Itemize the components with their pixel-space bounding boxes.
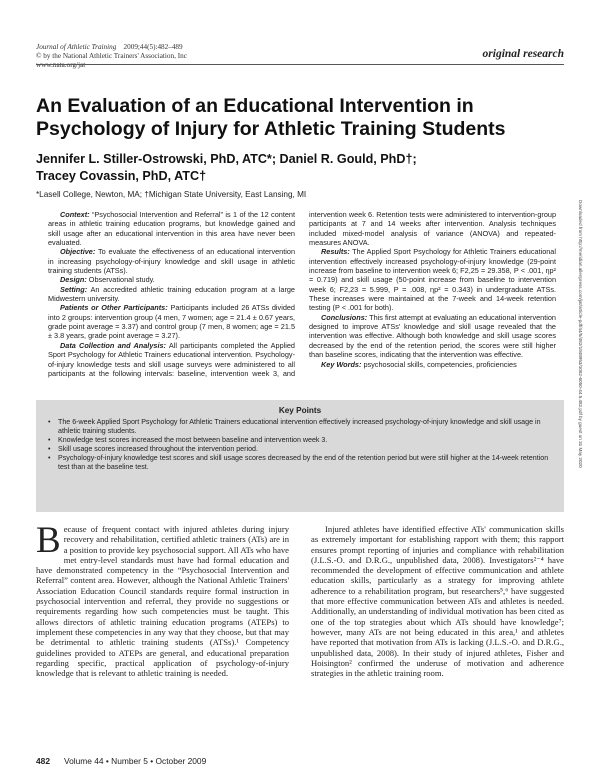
- authors-line-2: Tracey Covassin, PhD, ATC†: [36, 169, 207, 183]
- abstract-results: Results: The Applied Sport Psychology for Athletic Trainers educational intervention effectively increased psychology-of-injury knowledge (29-point increase from baseline to intervention week 6; F2,25 = 29.358, P < .001, ηp² = 0.719) and skill usage (50-point increase from baseline to intervention week 6; F2,23 = 5.999, P = .008, ηp² = 0.343) in undergraduate ATSs. These increases were maintained at the 7-week and 14-week retention testing (P < .001 for both).: [309, 247, 556, 313]
- citation: 2009;44(5):482–489: [123, 43, 183, 51]
- key-point-item: • Psychology-of-injury knowledge test scores and skill usage scores decreased by the end of the retention period but were still higher at the 14-week retention test than at the baseline test.: [48, 454, 552, 472]
- page-number: 482: [36, 756, 50, 766]
- key-points-box: [36, 400, 564, 512]
- article-title: An Evaluation of an Educational Intervention in Psychology of Injury for Athletic Training Students: [36, 95, 506, 140]
- body-paragraph-2: Injured athletes have identified effective ATs' communication skills as extremely important for establishing rapport with them; this rapport ensures prompt reporting of injuries and compliance with rehabilitation (J.L.S.-O. and D.R.G., unpublished data, 2008). Investigators²⁻⁴ have recommended the development of effective communication and athlete education skills, particularly as a strategy for improving athlete adherence to a rehabilitation program, but researchers⁵,⁶ have suggested that more effective communication between ATs and athletes is needed. Additionally, an understanding of individual motivation has been cited as one of the top strategies about which ATs should have knowledge⁷; however, many ATs are not being educated in this area,¹ and athletes have reported that motivation from ATs is lacking (J.L.S.-O. and D.R.G., unpublished data, 2008). In their study of injured athletes, Fisher and Hoisington² confirmed the underuse of motivation and adherence strategies in the athletic training room.: [311, 524, 564, 679]
- abstract-setting: Setting: An accredited athletic training education program at a large Midwestern university.: [48, 284, 295, 304]
- abstract-data-collection: Data Collection and Analysis: All participants completed the Applied Sport Psychology for Athletic Trainers educational intervention. Psychology-of-injury knowledge tests and skill usage surveys were administered to all participants at the following intervals: baseline, intervention week 3, and intervention week 6. Retention tests were administered to intervention-group participants at 7 and 14 weeks after intervention. Analysis techniques included mixed-model analysis of variance (ANOVA) and repeated-measures ANOVA.: [48, 210, 556, 378]
- drop-cap: B: [36, 520, 61, 561]
- abstract-key-words: Key Words: psychosocial skills, competencies, proficiencies: [321, 359, 517, 369]
- key-point-item: • Skill usage scores increased throughout the intervention period.: [48, 445, 552, 454]
- header-rule: [36, 64, 564, 65]
- page-footer: [36, 756, 336, 766]
- key-point-item: • The 6-week Applied Sport Psychology for Athletic Trainers educational intervention effectively increased psychology-of-injury knowledge and skill usage in athletic training students.: [48, 418, 552, 436]
- authors-line-1: Jennifer L. Stiller-Ostrowski, PhD, ATC*; Daniel R. Gould, PhD†;: [36, 152, 417, 166]
- running-header: [36, 43, 564, 69]
- copyright: © by the National Athletic Trainers' Association, Inc: [36, 51, 187, 60]
- abstract-design: Design: Observational study.: [60, 275, 155, 285]
- section-label: original research: [482, 48, 564, 60]
- issue-info: Volume 44 • Number 5 • October 2009: [63, 756, 207, 766]
- abstract-participants: Patients or Other Participants: Participants included 26 ATSs divided into 2 groups: intervention group (4 men, 7 women; age = 21.4 ± 0.67 years, grade point average = 3.37) and control group (7 men, 8 women; age = 21.5 ± 3.8 years, grade point average = 3.27).: [48, 303, 295, 341]
- download-note: Downloaded from http://meridian.allenpress.com/jat/article-pdf/44/5/482/1948953/1062-6050-44.5.482.pdf by guest on 31 May 2020: [578, 200, 583, 468]
- journal-name: Journal of Athletic Training: [36, 43, 117, 51]
- abstract-conclusions: Conclusions: This first attempt at evaluating an educational intervention designed to improve ATSs' knowledge and skill usage revealed that the intervention was effective. Although both knowledge and skill usage scores decreased by the end of the retention period, the scores were still higher than baseline scores, indicating that the intervention was effective.: [309, 312, 556, 360]
- abstract-context: Context: “Psychosocial Intervention and Referral” is 1 of the 12 content areas in athletic training education programs, but knowledge gained and skill usage after an educational intervention in this area have never been evaluated.: [48, 210, 295, 248]
- body-text: [36, 520, 564, 744]
- abstract-objective: Objective: To evaluate the effectiveness of an educational intervention in increasing psychology-of-injury knowledge and skill usage in athletic training students (ATSs).: [48, 247, 295, 276]
- key-points-title: Key Points: [278, 406, 322, 415]
- download-watermark: [575, 200, 585, 600]
- affiliations: *Lasell College, Newton, MA; †Michigan State University, East Lansing, MI: [36, 190, 307, 199]
- author-list: [36, 151, 564, 185]
- key-point-item: • Knowledge test scores increased the most between baseline and intervention week 3.: [48, 436, 552, 445]
- abstract: [36, 210, 556, 378]
- body-paragraph-1: Because of frequent contact with injured athletes during injury recovery and rehabilitation, certified athletic trainers (ATs) are in a position to provide key psychosocial support. All ATs who have met entry-level standards must have had formal education and have demonstrated competency in the “Psychosocial Intervention and Referral” content area. However, although the National Athletic Trainers' Association Education Council standards require formal instruction in psychosocial intervention and referral, they provide no suggestions or requirements regarding how such competencies must be taught. This allows directors of athletic training education programs (ATEPs) to implement these competencies in any way that they choose, but that may be detrimental to athletic training students (ATSs).¹ Competency guidelines provided to ATEPs are general, and educational preparation regarding specific, practical application of psychology-of-injury knowledge that is relevant to athletic training is needed.: [36, 520, 289, 679]
